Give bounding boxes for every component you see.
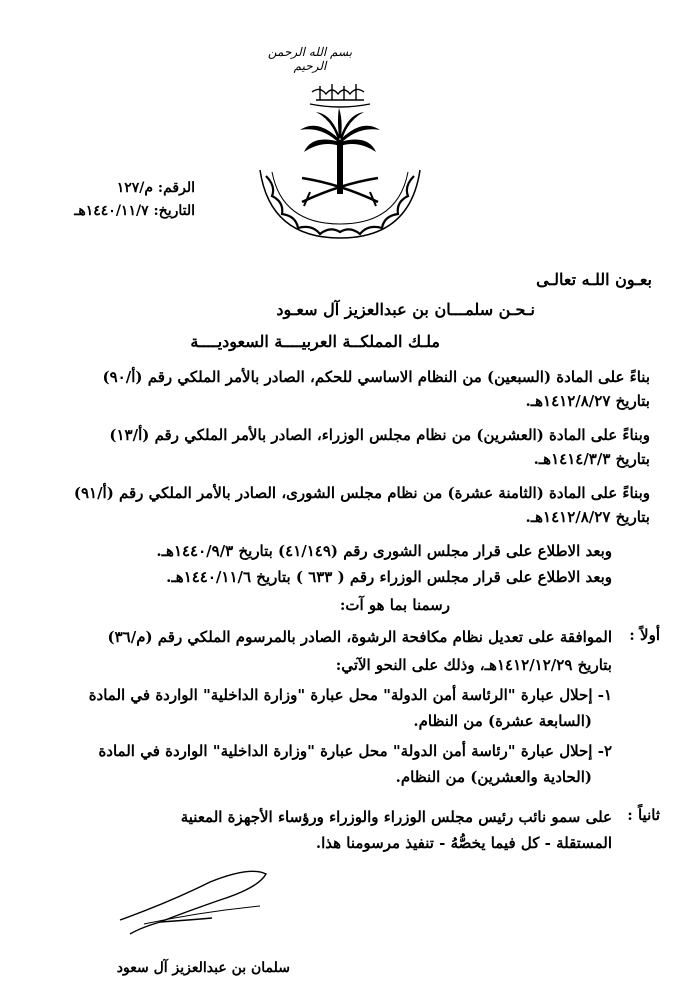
preamble-line: وبناءً على المادة (الثامنة عشرة) من نظام مجلس الشورى، الصادر بالأمر الملكي رقم (أ/٩١) bbox=[73, 484, 650, 502]
article-one-line: الموافقة على تعديل نظام مكافحة الرشوة، الصادر بالمرسوم الملكي رقم (م/٣٦) bbox=[107, 628, 612, 646]
preamble-line: بتاريخ ١٤١٤/٣/٣هـ. bbox=[533, 450, 650, 468]
document-date: التاريخ: ١٤٤٠/١١/٧هـ bbox=[74, 203, 195, 219]
article-one-line: ٢- إحلال عبارة "رئاسة أمن الدولة" محل عبارة "وزارة الداخلية" الواردة في المادة bbox=[98, 742, 612, 760]
king-title-line: ملـك المملكــة العربيــــة السعوديــــة bbox=[190, 332, 440, 351]
article-one-line: (السابعة عشرة) من النظام. bbox=[413, 712, 592, 730]
preamble-line: بتاريخ ١٤١٢/٨/٢٧هـ. bbox=[525, 508, 650, 526]
article-one-label: أولاً : bbox=[629, 626, 660, 644]
handwritten-signature bbox=[100, 862, 280, 942]
palm-tree-icon bbox=[300, 108, 380, 194]
shahada-calligraphy bbox=[310, 84, 370, 107]
document-number: الرقم: م/١٢٧ bbox=[116, 180, 195, 196]
article-one-line: بتاريخ ١٤١٢/١٢/٢٩هـ، وذلك على النحو الآتي: bbox=[335, 656, 612, 674]
article-one-line: ١- إحلال عبارة "الرئاسة أمن الدولة" محل عبارة "وزارة الداخلية" الواردة في المادة bbox=[88, 686, 612, 704]
help-invocation: بعـون اللـه تعالـى bbox=[536, 270, 652, 289]
article-two-line: على سمو نائب رئيس مجلس الوزراء والوزراء ورؤساء الأجهزة المعنية bbox=[180, 808, 612, 826]
preamble-line: بناءً على المادة (السبعين) من النظام الاساسي للحكم، الصادر بالأمر الملكي رقم (أ/٩٠) bbox=[102, 368, 650, 386]
king-name-line: نـحـن سلمـــان بن عبدالعزيز آل سعـود bbox=[276, 300, 535, 319]
preamble-line: وبناءً على المادة (العشرين) من نظام مجلس الوزراء، الصادر بالأمر الملكي رقم (أ/١٣) bbox=[109, 426, 650, 444]
article-one-line: (الحادية والعشرين) من النظام. bbox=[395, 768, 592, 786]
preamble-line: رسمنا بما هو آت: bbox=[339, 596, 450, 614]
preamble-line: وبعد الاطلاع على قرار مجلس الشورى رقم (٤١/١٤٩) بتاريخ ١٤٤٠/٩/٣هـ. bbox=[156, 542, 612, 560]
article-two-label: ثانياً : bbox=[627, 806, 660, 824]
basmala: بسم الله الرحمن الرحيم bbox=[267, 45, 353, 73]
saudi-emblem-logo bbox=[240, 80, 440, 240]
preamble-line: وبعد الاطلاع على قرار مجلس الوزراء رقم ( ٦٣٣ ) بتاريخ ١٤٤٠/١١/٦هـ. bbox=[166, 568, 612, 586]
article-two-line: المستقلة - كل فيما يخصُّهُ - تنفيذ مرسومنا هذا. bbox=[315, 834, 612, 852]
signer-name: سلمان بن عبدالعزيز آل سعود bbox=[116, 960, 290, 976]
preamble-line: بتاريخ ١٤١٢/٨/٢٧هـ. bbox=[525, 392, 650, 410]
